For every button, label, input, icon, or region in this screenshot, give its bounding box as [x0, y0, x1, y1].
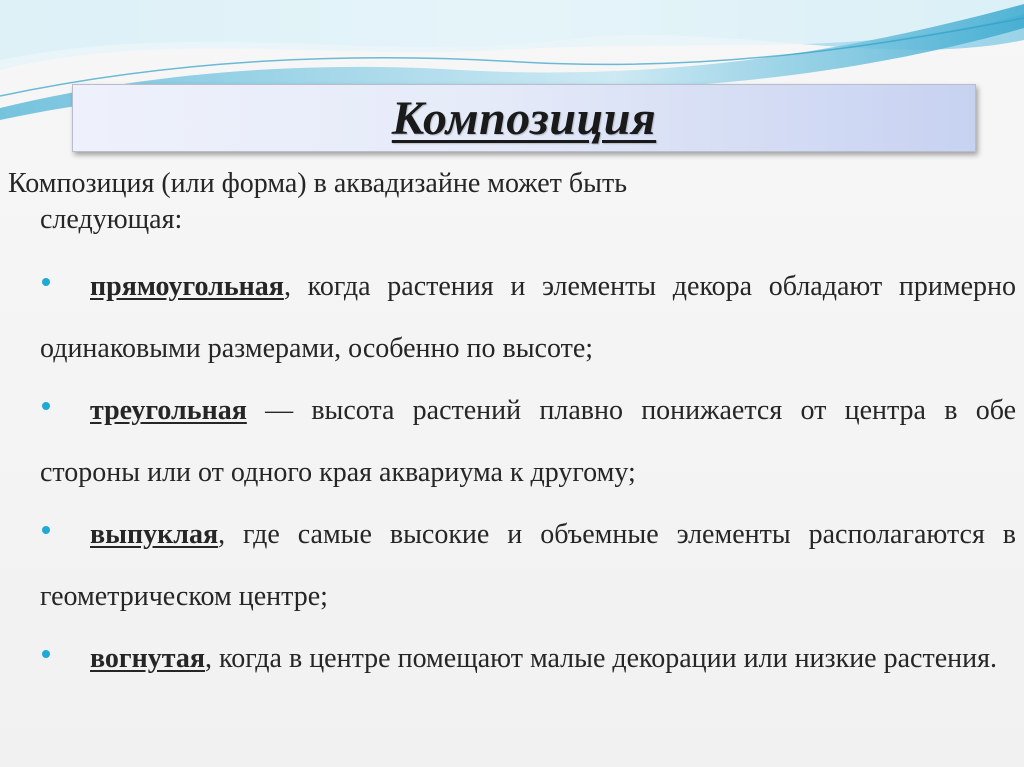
list-item: [40, 256, 1016, 380]
title-box: [72, 84, 976, 152]
bullet-text: [40, 628, 1016, 690]
bullet-text: [40, 256, 1016, 380]
bullet-term: вогнутая: [90, 643, 206, 674]
bullet-text: [40, 380, 1016, 504]
bullet-text: [40, 504, 1016, 628]
bullet-term: выпуклая: [90, 519, 219, 550]
bullet-dot-icon: [42, 402, 50, 410]
intro-paragraph: [8, 166, 1008, 238]
bullet-description: , когда растения и элементы декора обладают примерно одинаковыми размерами, особенно по высоте;: [40, 271, 1016, 364]
intro-line-2: следующая:: [40, 204, 183, 235]
list-item: [40, 504, 1016, 628]
bullet-description: , когда в центре помещают малые декорации или низкие растения.: [205, 643, 997, 674]
bullet-list: [40, 256, 1016, 690]
bullet-dot-icon: [42, 650, 50, 658]
bullet-description: — высота растений плавно понижается от центра в обе стороны или от одного края аквариума к другому;: [40, 395, 1016, 488]
bullet-description: , где самые высокие и объемные элементы располагаются в геометрическом центре;: [40, 519, 1016, 612]
bullet-dot-icon: [42, 278, 50, 286]
bullet-term: прямоугольная: [90, 271, 284, 302]
list-item: [40, 628, 1016, 690]
bullet-term: треугольная: [90, 395, 247, 426]
intro-line-1: Композиция (или форма) в аквадизайне может быть: [8, 168, 627, 199]
bullet-dot-icon: [42, 526, 50, 534]
list-item: [40, 380, 1016, 504]
slide-title: Композиция: [391, 91, 657, 145]
